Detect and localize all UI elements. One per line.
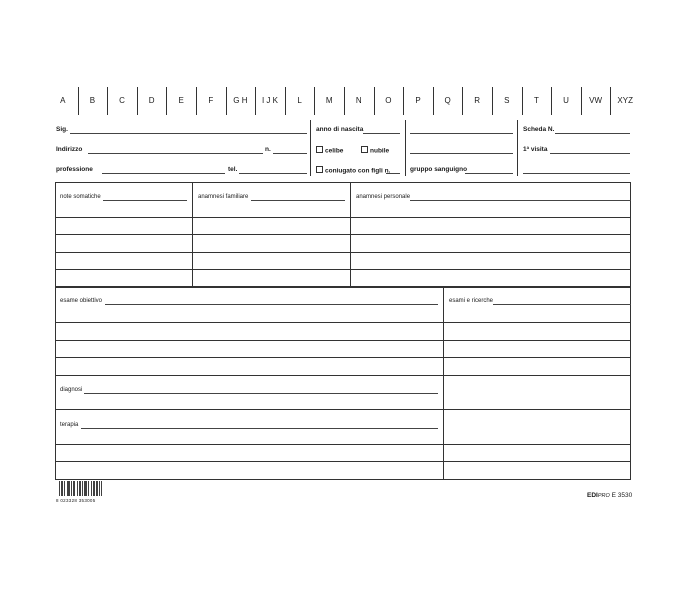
celibe-checkbox[interactable] <box>316 146 323 153</box>
barcode-bar <box>73 481 74 496</box>
header-divider <box>517 120 518 176</box>
tab-letter[interactable]: VW <box>589 96 603 105</box>
celibe-option[interactable] <box>316 146 343 156</box>
tab-letter[interactable]: F <box>208 96 214 105</box>
nubile-option[interactable] <box>361 146 389 156</box>
header-divider <box>405 120 406 176</box>
esami-ricerche-label: esami e ricerche <box>449 298 494 304</box>
esame-obiettivo-field[interactable] <box>105 304 438 305</box>
anamnesi-familiare-field[interactable] <box>251 200 345 201</box>
barcode-bar <box>93 481 94 496</box>
tab-separator <box>492 87 493 115</box>
anamnesi-familiare-label: anamnesi familiare <box>198 194 249 200</box>
history-row-line <box>55 269 631 270</box>
tab-letter[interactable]: C <box>119 96 125 105</box>
barcode-bar <box>68 481 69 496</box>
tel-label: tel. <box>228 166 238 173</box>
product-code: E 3530 <box>611 492 633 499</box>
indirizzo-label: Indirizzo <box>56 146 83 153</box>
nubile-label: nubile <box>370 147 390 155</box>
exam-box <box>55 287 631 480</box>
n-label: n. <box>265 146 271 153</box>
sig-label: Sig. <box>56 126 68 133</box>
barcode-bar <box>59 481 60 496</box>
visita-field[interactable] <box>550 153 630 154</box>
tab-separator <box>285 87 286 115</box>
barcode-bar <box>69 481 70 496</box>
gruppo-field[interactable] <box>465 173 513 174</box>
barcode-bar <box>64 481 65 496</box>
indirizzo-field[interactable] <box>88 153 263 154</box>
coniugato-option[interactable] <box>316 166 390 176</box>
tab-separator <box>551 87 552 115</box>
barcode-number: 8 023328 353005 <box>56 498 96 503</box>
barcode-bar <box>88 481 89 496</box>
note-somatiche-field[interactable] <box>103 200 187 201</box>
anamnesi-personale-field[interactable] <box>410 200 631 201</box>
brand-name: EDI <box>587 492 598 499</box>
barcode-bar <box>67 481 68 496</box>
history-row-line <box>55 252 631 253</box>
barcode-bar <box>84 481 85 496</box>
tab-separator <box>255 87 256 115</box>
header-divider <box>310 120 311 176</box>
barcode-bar <box>71 481 72 496</box>
tab-letter[interactable]: XYZ <box>617 96 633 105</box>
professione-label: professione <box>56 166 93 173</box>
barcode-bar <box>94 481 95 496</box>
extra-field[interactable] <box>410 133 513 134</box>
tab-separator <box>314 87 315 115</box>
exam-row-line <box>55 461 631 462</box>
tab-letter[interactable]: U <box>563 96 569 105</box>
tab-letter[interactable]: D <box>148 96 155 105</box>
figli-field[interactable] <box>386 173 400 174</box>
tab-letter[interactable]: S <box>504 96 510 105</box>
barcode-bar <box>74 481 75 496</box>
barcode-bar <box>91 481 92 496</box>
tab-separator <box>166 87 167 115</box>
coniugato-checkbox[interactable] <box>316 166 323 173</box>
barcode-bar <box>97 481 98 496</box>
tab-letter[interactable]: Q <box>444 96 451 105</box>
tab-letter[interactable]: N <box>355 96 362 105</box>
sig-field[interactable] <box>70 133 307 134</box>
tab-separator <box>522 87 523 115</box>
brand-mark <box>587 492 632 499</box>
tab-separator <box>107 87 108 115</box>
note-somatiche-label: note somatiche <box>60 194 101 200</box>
tab-letter[interactable]: T <box>533 96 539 105</box>
tab-separator <box>433 87 434 115</box>
exam-divider <box>443 287 444 480</box>
tab-letter[interactable]: I J K <box>261 96 278 105</box>
scheda-field[interactable] <box>555 133 630 134</box>
anno-label: anno di nascita <box>316 126 364 133</box>
anamnesi-personale-label: anamnesi personale <box>356 194 411 200</box>
tab-separator <box>344 87 345 115</box>
barcode-bar <box>79 481 80 496</box>
anno-field[interactable] <box>363 133 400 134</box>
barcode-bar <box>85 481 86 496</box>
tab-letter[interactable]: E <box>178 96 184 105</box>
exam-row-line <box>55 357 631 358</box>
tab-separator <box>374 87 375 115</box>
barcode-bar <box>86 481 87 496</box>
exam-row-line <box>55 409 631 410</box>
number-field[interactable] <box>273 153 307 154</box>
history-row-line <box>55 217 631 218</box>
extra-field[interactable] <box>523 173 630 174</box>
tab-letter[interactable]: P <box>415 96 421 105</box>
celibe-label: celibe <box>325 147 344 155</box>
tab-letter[interactable]: A <box>60 96 66 105</box>
diagnosi-field[interactable] <box>84 393 438 394</box>
history-row-line <box>55 234 631 235</box>
tab-separator <box>137 87 138 115</box>
diagnosi-label: diagnosi <box>60 387 83 393</box>
nubile-checkbox[interactable] <box>361 146 368 153</box>
tab-separator <box>462 87 463 115</box>
tab-separator <box>226 87 227 115</box>
barcode-bar <box>61 481 62 496</box>
terapia-field[interactable] <box>81 428 438 429</box>
tab-letter[interactable]: R <box>474 96 481 105</box>
barcode-bar <box>62 481 63 496</box>
coniugato-label: coniugato con figli n. <box>325 167 391 175</box>
alphabet-tab-strip <box>48 87 640 115</box>
visita-label: 1ª visita <box>523 146 548 153</box>
extra-field[interactable] <box>410 153 513 154</box>
tab-separator <box>403 87 404 115</box>
tab-separator <box>581 87 582 115</box>
barcode-bar <box>77 481 78 496</box>
tab-letter[interactable]: B <box>89 96 96 105</box>
esame-obiettivo-label: esame obiettivo <box>60 298 103 304</box>
gruppo-label: gruppo sanguigno <box>410 166 468 173</box>
barcode-bar <box>82 481 83 496</box>
exam-row-line <box>55 375 631 376</box>
scheda-label: Scheda N. <box>523 126 555 133</box>
esami-ricerche-field[interactable] <box>493 304 631 305</box>
brand-suffix: PRO <box>597 493 610 499</box>
tab-letter[interactable]: G H <box>233 96 248 105</box>
tab-separator <box>610 87 611 115</box>
tab-separator <box>196 87 197 115</box>
professione-field[interactable] <box>102 173 225 174</box>
tel-field[interactable] <box>239 173 307 174</box>
tab-separator <box>78 87 79 115</box>
tab-letter[interactable]: O <box>385 96 392 105</box>
exam-row-line <box>55 322 631 323</box>
barcode-icon <box>59 481 103 496</box>
barcode-bar <box>96 481 97 496</box>
barcode-bar <box>80 481 81 496</box>
tab-letter[interactable]: M <box>325 96 333 105</box>
exam-row-line <box>55 444 631 445</box>
barcode-bar <box>101 481 102 496</box>
exam-row-line <box>55 340 631 341</box>
barcode-bar <box>99 481 100 496</box>
tab-letter[interactable]: L <box>297 96 302 105</box>
terapia-label: terapia <box>60 422 79 428</box>
